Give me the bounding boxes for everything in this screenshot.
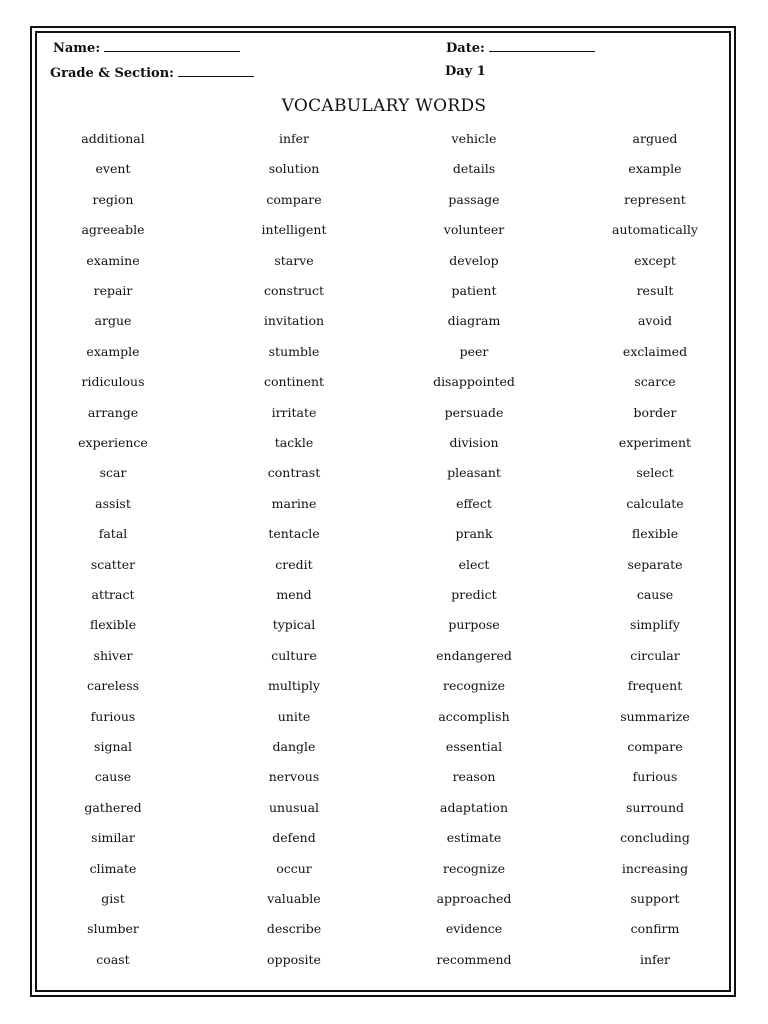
vocabulary-word: unite — [277, 708, 311, 724]
vocabulary-word: assist — [95, 495, 131, 511]
vocabulary-word: surround — [625, 799, 685, 815]
vocabulary-word: ridiculous — [81, 374, 145, 390]
vocabulary-word: culture — [271, 647, 317, 663]
vocabulary-word: region — [92, 191, 134, 207]
vocabulary-word: experiment — [618, 435, 692, 450]
vocabulary-word: tentacle — [268, 526, 320, 542]
vocabulary-word: furious — [632, 769, 678, 785]
vocabulary-word: scar — [99, 465, 127, 481]
vocabulary-word: example — [628, 161, 682, 177]
vocabulary-word: approached — [436, 891, 512, 906]
vocabulary-word: defend — [272, 830, 316, 846]
vocabulary-word: careless — [86, 678, 140, 694]
vocabulary-word: similar — [91, 830, 135, 846]
vocabulary-word: result — [636, 283, 674, 298]
vocabulary-word: select — [636, 465, 674, 481]
vocabulary-word: calculate — [626, 495, 684, 511]
vocabulary-word: attract — [91, 587, 135, 602]
vocabulary-word: shiver — [93, 647, 133, 663]
vocabulary-word: summarize — [620, 708, 690, 724]
vocabulary-word: separate — [627, 556, 683, 572]
vocabulary-word: scatter — [90, 556, 136, 572]
vocabulary-word: recognize — [443, 860, 505, 876]
vocabulary-word: flexible — [631, 526, 679, 542]
vocabulary-word: avoid — [637, 313, 673, 329]
page-title: VOCABULARY WORDS — [281, 96, 487, 116]
vocabulary-word: irritate — [271, 404, 317, 420]
vocabulary-word: dangle — [272, 739, 316, 754]
vocabulary-word: credit — [275, 556, 313, 572]
vocabulary-word: estimate — [446, 830, 502, 846]
vocabulary-word: pleasant — [447, 465, 501, 481]
vocabulary-word: gist — [101, 891, 125, 906]
vocabulary-word: climate — [89, 860, 137, 876]
vocabulary-word: flexible — [89, 617, 137, 633]
vocabulary-word: peer — [459, 343, 489, 359]
vocabulary-word: coast — [96, 951, 130, 967]
vocabulary-word: disappointed — [433, 374, 515, 390]
vocabulary-word: support — [630, 891, 680, 906]
vocabulary-word: intelligent — [261, 222, 327, 238]
vocabulary-word: increasing — [621, 860, 689, 876]
vocabulary-word: contrast — [267, 465, 321, 481]
vocabulary-word: arrange — [87, 404, 139, 420]
vocabulary-word: gathered — [84, 799, 142, 815]
vocabulary-word: argued — [632, 131, 678, 146]
vocabulary-word: represent — [624, 191, 686, 207]
vocabulary-word: exclaimed — [622, 343, 688, 359]
vocabulary-word: division — [449, 435, 499, 450]
vocabulary-word: event — [95, 161, 131, 177]
name-blank[interactable] — [104, 39, 240, 52]
vocabulary-word: marine — [271, 495, 317, 511]
vocabulary-word: confirm — [630, 921, 680, 937]
vocabulary-word: multiply — [268, 678, 320, 694]
vocabulary-word: fatal — [98, 526, 128, 542]
vocabulary-word: typical — [272, 617, 316, 633]
vocabulary-word: volunteer — [443, 222, 505, 238]
vocabulary-word: except — [634, 252, 676, 268]
vocabulary-word: reason — [452, 769, 496, 785]
vocabulary-word: cause — [94, 769, 132, 785]
vocabulary-word: passage — [448, 191, 500, 207]
day-label: Day 1 — [445, 64, 486, 79]
date-field — [446, 39, 595, 57]
vocabulary-word: argue — [94, 313, 132, 329]
grade-section-label: Grade & Section: — [50, 66, 174, 81]
vocabulary-word: examine — [86, 252, 140, 268]
vocabulary-word: starve — [274, 252, 314, 268]
vocabulary-word: compare — [266, 191, 322, 207]
date-blank[interactable] — [489, 39, 595, 52]
vocabulary-word: slumber — [87, 921, 139, 937]
vocabulary-word: predict — [451, 587, 497, 602]
vocabulary-word: repair — [93, 283, 133, 298]
grade-section-field — [50, 64, 254, 82]
vocabulary-word: invitation — [263, 313, 325, 329]
vocabulary-word: stumble — [268, 343, 320, 359]
vocabulary-word: solution — [268, 161, 320, 177]
vocabulary-word: nervous — [268, 769, 320, 785]
vocabulary-word: continent — [263, 374, 325, 390]
vocabulary-word: example — [86, 343, 140, 359]
vocabulary-word: compare — [627, 739, 683, 754]
vocabulary-word: signal — [94, 739, 132, 754]
vocabulary-word: infer — [639, 951, 671, 967]
vocabulary-word: prank — [455, 526, 493, 542]
vocabulary-word: adaptation — [440, 799, 508, 815]
vocabulary-word: scarce — [634, 374, 676, 390]
vocabulary-word: essential — [445, 739, 503, 754]
vocabulary-word: mend — [276, 587, 312, 602]
name-field — [53, 39, 240, 57]
vocabulary-word: construct — [263, 283, 325, 298]
vocabulary-word: circular — [630, 647, 680, 663]
vocabulary-word: details — [452, 161, 496, 177]
vocabulary-word: recognize — [443, 678, 505, 694]
vocabulary-word: agreeable — [81, 222, 145, 238]
vocabulary-word: cause — [636, 587, 674, 602]
name-label: Name: — [53, 41, 101, 56]
vocabulary-word: purpose — [448, 617, 500, 633]
vocabulary-word: elect — [458, 556, 490, 572]
vocabulary-word: valuable — [267, 891, 321, 906]
vocabulary-word: tackle — [274, 435, 314, 450]
vocabulary-word: develop — [449, 252, 499, 268]
vocabulary-word: diagram — [447, 313, 501, 329]
vocabulary-word: vehicle — [451, 131, 497, 146]
vocabulary-word: persuade — [444, 404, 504, 420]
vocabulary-word: patient — [451, 283, 497, 298]
vocabulary-word: infer — [278, 131, 310, 146]
vocabulary-word: opposite — [267, 951, 321, 967]
vocabulary-word: evidence — [445, 921, 503, 937]
date-label: Date: — [446, 41, 485, 56]
vocabulary-word: recommend — [436, 951, 512, 967]
grade-section-blank[interactable] — [178, 64, 254, 77]
vocabulary-word: effect — [456, 495, 492, 511]
vocabulary-word: endangered — [436, 647, 512, 663]
vocabulary-word: concluding — [620, 830, 690, 846]
vocabulary-word: frequent — [627, 678, 683, 694]
vocabulary-word: occur — [276, 860, 312, 876]
vocabulary-word: unusual — [268, 799, 320, 815]
vocabulary-word: experience — [78, 435, 148, 450]
vocabulary-word: describe — [266, 921, 322, 937]
vocabulary-word: furious — [90, 708, 136, 724]
vocabulary-word: automatically — [612, 222, 698, 238]
vocabulary-word: additional — [81, 131, 145, 146]
vocabulary-word: simplify — [630, 617, 680, 633]
vocabulary-word: border — [633, 404, 677, 420]
vocabulary-word: accomplish — [438, 708, 510, 724]
